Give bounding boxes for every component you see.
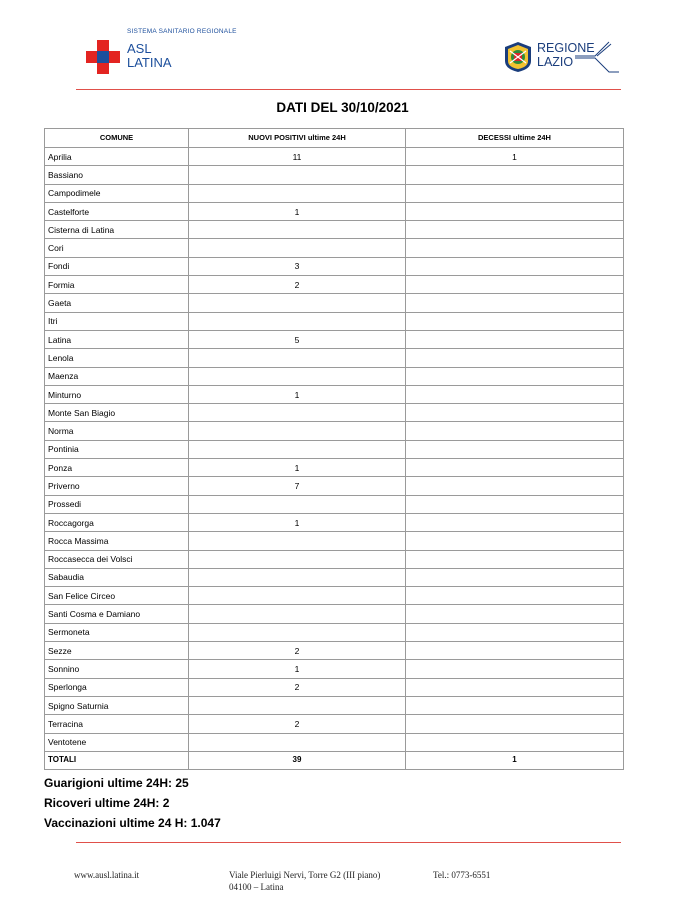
cell-decessi xyxy=(406,312,624,330)
cell-positivi xyxy=(189,696,406,714)
cell-comune: Prossedi xyxy=(45,495,189,513)
cell-decessi xyxy=(406,642,624,660)
cell-positivi: 5 xyxy=(189,330,406,348)
table-row xyxy=(45,276,624,294)
cell-decessi xyxy=(406,257,624,275)
cell-decessi xyxy=(406,349,624,367)
cell-comune: Aprilia xyxy=(45,148,189,166)
column-header-decessi: DECESSI ultime 24H xyxy=(406,129,624,148)
cell-positivi xyxy=(189,550,406,568)
cell-decessi xyxy=(406,532,624,550)
cell-decessi: 1 xyxy=(406,148,624,166)
asl-subtitle: SISTEMA SANITARIO REGIONALE xyxy=(127,28,237,35)
asl-name-line2: LATINA xyxy=(127,55,172,70)
asl-latina-logo xyxy=(84,28,244,78)
cell-positivi: 2 xyxy=(189,715,406,733)
cell-positivi xyxy=(189,404,406,422)
cell-positivi: 1 xyxy=(189,513,406,531)
cell-decessi xyxy=(406,367,624,385)
cell-comune: Rocca Massima xyxy=(45,532,189,550)
table-row xyxy=(45,257,624,275)
guarigioni-summary: Guarigioni ultime 24H: 25 xyxy=(44,776,189,790)
cell-decessi xyxy=(406,733,624,751)
cell-comune: Sabaudia xyxy=(45,568,189,586)
cell-positivi xyxy=(189,440,406,458)
table-row xyxy=(45,733,624,751)
table-row xyxy=(45,202,624,220)
covid-data-table xyxy=(44,128,624,770)
cell-comune: Monte San Biagio xyxy=(45,404,189,422)
cell-positivi xyxy=(189,422,406,440)
cell-comune: Sonnino xyxy=(45,660,189,678)
table-row xyxy=(45,459,624,477)
cell-decessi xyxy=(406,513,624,531)
page-title: DATI DEL 30/10/2021 xyxy=(276,100,409,115)
table-row xyxy=(45,385,624,403)
cell-decessi xyxy=(406,715,624,733)
cell-positivi: 1 xyxy=(189,202,406,220)
cell-decessi xyxy=(406,239,624,257)
cell-positivi xyxy=(189,367,406,385)
asl-name-line1: ASL xyxy=(127,41,152,56)
cell-comune: Spigno Saturnia xyxy=(45,696,189,714)
table-row xyxy=(45,605,624,623)
table-row xyxy=(45,221,624,239)
table-row xyxy=(45,312,624,330)
cell-comune: Campodimele xyxy=(45,184,189,202)
asl-name xyxy=(127,42,172,70)
ricoveri-summary: Ricoveri ultime 24H: 2 xyxy=(44,796,170,810)
table-row xyxy=(45,184,624,202)
cell-decessi xyxy=(406,495,624,513)
cell-positivi xyxy=(189,587,406,605)
table-header-row xyxy=(45,129,624,148)
table-row xyxy=(45,696,624,714)
table-row xyxy=(45,239,624,257)
totals-positivi: 39 xyxy=(189,751,406,769)
cell-comune: Priverno xyxy=(45,477,189,495)
cell-comune: Latina xyxy=(45,330,189,348)
cell-decessi xyxy=(406,184,624,202)
table-row xyxy=(45,715,624,733)
cell-comune: Maenza xyxy=(45,367,189,385)
cell-positivi: 7 xyxy=(189,477,406,495)
table-row xyxy=(45,404,624,422)
cell-positivi xyxy=(189,349,406,367)
cell-comune: Formia xyxy=(45,276,189,294)
regione-lazio-logo xyxy=(503,38,618,78)
cell-positivi: 1 xyxy=(189,660,406,678)
cell-comune: Castelforte xyxy=(45,202,189,220)
footer-address-line2: 04100 – Latina xyxy=(229,882,284,892)
table-row xyxy=(45,660,624,678)
cell-decessi xyxy=(406,568,624,586)
cell-positivi xyxy=(189,532,406,550)
table-row xyxy=(45,513,624,531)
cell-positivi xyxy=(189,568,406,586)
cell-positivi: 2 xyxy=(189,642,406,660)
totals-decessi: 1 xyxy=(406,751,624,769)
table-row xyxy=(45,678,624,696)
table-row xyxy=(45,166,624,184)
vaccinazioni-summary: Vaccinazioni ultime 24 H: 1.047 xyxy=(44,816,221,830)
table-row xyxy=(45,294,624,312)
cell-decessi xyxy=(406,385,624,403)
cell-comune: Norma xyxy=(45,422,189,440)
table-row xyxy=(45,495,624,513)
cell-decessi xyxy=(406,459,624,477)
cell-decessi xyxy=(406,294,624,312)
region-name-line2: LAZIO xyxy=(537,55,574,69)
column-header-positivi: NUOVI POSITIVI ultime 24H xyxy=(189,129,406,148)
table-row xyxy=(45,148,624,166)
footer-website[interactable]: www.ausl.latina.it xyxy=(74,870,140,880)
footer-phone: Tel.: 0773-6551 xyxy=(433,870,491,880)
table-row xyxy=(45,587,624,605)
table-row xyxy=(45,550,624,568)
cell-decessi xyxy=(406,550,624,568)
cell-comune: Sperlonga xyxy=(45,678,189,696)
cell-decessi xyxy=(406,166,624,184)
cell-comune: Ponza xyxy=(45,459,189,477)
table-row xyxy=(45,349,624,367)
cell-comune: Itri xyxy=(45,312,189,330)
cell-positivi: 1 xyxy=(189,459,406,477)
cell-comune: Minturno xyxy=(45,385,189,403)
cell-positivi: 2 xyxy=(189,276,406,294)
cell-comune: Ventotene xyxy=(45,733,189,751)
cell-positivi xyxy=(189,294,406,312)
cell-comune: Bassiano xyxy=(45,166,189,184)
cell-positivi xyxy=(189,166,406,184)
footer-address-line1: Viale Pierluigi Nervi, Torre G2 (III piano) xyxy=(229,870,381,880)
cell-comune: Lenola xyxy=(45,349,189,367)
cell-decessi xyxy=(406,605,624,623)
cell-comune: Sermoneta xyxy=(45,623,189,641)
table-row xyxy=(45,330,624,348)
cell-positivi xyxy=(189,495,406,513)
cell-decessi xyxy=(406,221,624,239)
cell-comune: Cisterna di Latina xyxy=(45,221,189,239)
cell-positivi xyxy=(189,605,406,623)
cell-positivi: 3 xyxy=(189,257,406,275)
cell-decessi xyxy=(406,696,624,714)
cell-decessi xyxy=(406,276,624,294)
cell-positivi xyxy=(189,239,406,257)
cell-positivi xyxy=(189,184,406,202)
cell-positivi: 2 xyxy=(189,678,406,696)
cell-comune: Terracina xyxy=(45,715,189,733)
cell-comune: Fondi xyxy=(45,257,189,275)
cell-comune: Cori xyxy=(45,239,189,257)
cell-decessi xyxy=(406,422,624,440)
cell-comune: Santi Cosma e Damiano xyxy=(45,605,189,623)
cell-comune: San Felice Circeo xyxy=(45,587,189,605)
footer-divider xyxy=(76,842,621,843)
cell-decessi xyxy=(406,330,624,348)
cell-decessi xyxy=(406,660,624,678)
footer-address xyxy=(229,869,380,893)
table-row xyxy=(45,440,624,458)
lazio-emblem-icon xyxy=(503,41,533,73)
cell-decessi xyxy=(406,440,624,458)
region-name-line1: REGIONE xyxy=(537,41,595,55)
table-row xyxy=(45,642,624,660)
totals-label: TOTALI xyxy=(45,751,189,769)
region-swoosh-icon xyxy=(575,40,619,74)
column-header-comune: COMUNE xyxy=(45,129,189,148)
cell-decessi xyxy=(406,477,624,495)
cell-comune: Sezze xyxy=(45,642,189,660)
cell-decessi xyxy=(406,587,624,605)
cell-comune: Pontinia xyxy=(45,440,189,458)
table-row xyxy=(45,477,624,495)
cell-positivi xyxy=(189,733,406,751)
table-row xyxy=(45,422,624,440)
header-divider xyxy=(76,89,621,90)
table-row xyxy=(45,367,624,385)
table-row xyxy=(45,532,624,550)
cell-positivi xyxy=(189,623,406,641)
cell-comune: Roccagorga xyxy=(45,513,189,531)
cell-positivi: 1 xyxy=(189,385,406,403)
red-cross-icon xyxy=(86,40,120,74)
cell-comune: Gaeta xyxy=(45,294,189,312)
cell-positivi xyxy=(189,312,406,330)
totals-row xyxy=(45,751,624,769)
table-row xyxy=(45,568,624,586)
cell-decessi xyxy=(406,202,624,220)
cell-decessi xyxy=(406,678,624,696)
cell-positivi: 11 xyxy=(189,148,406,166)
table-row xyxy=(45,623,624,641)
cell-decessi xyxy=(406,404,624,422)
cell-decessi xyxy=(406,623,624,641)
cell-positivi xyxy=(189,221,406,239)
cell-comune: Roccasecca dei Volsci xyxy=(45,550,189,568)
